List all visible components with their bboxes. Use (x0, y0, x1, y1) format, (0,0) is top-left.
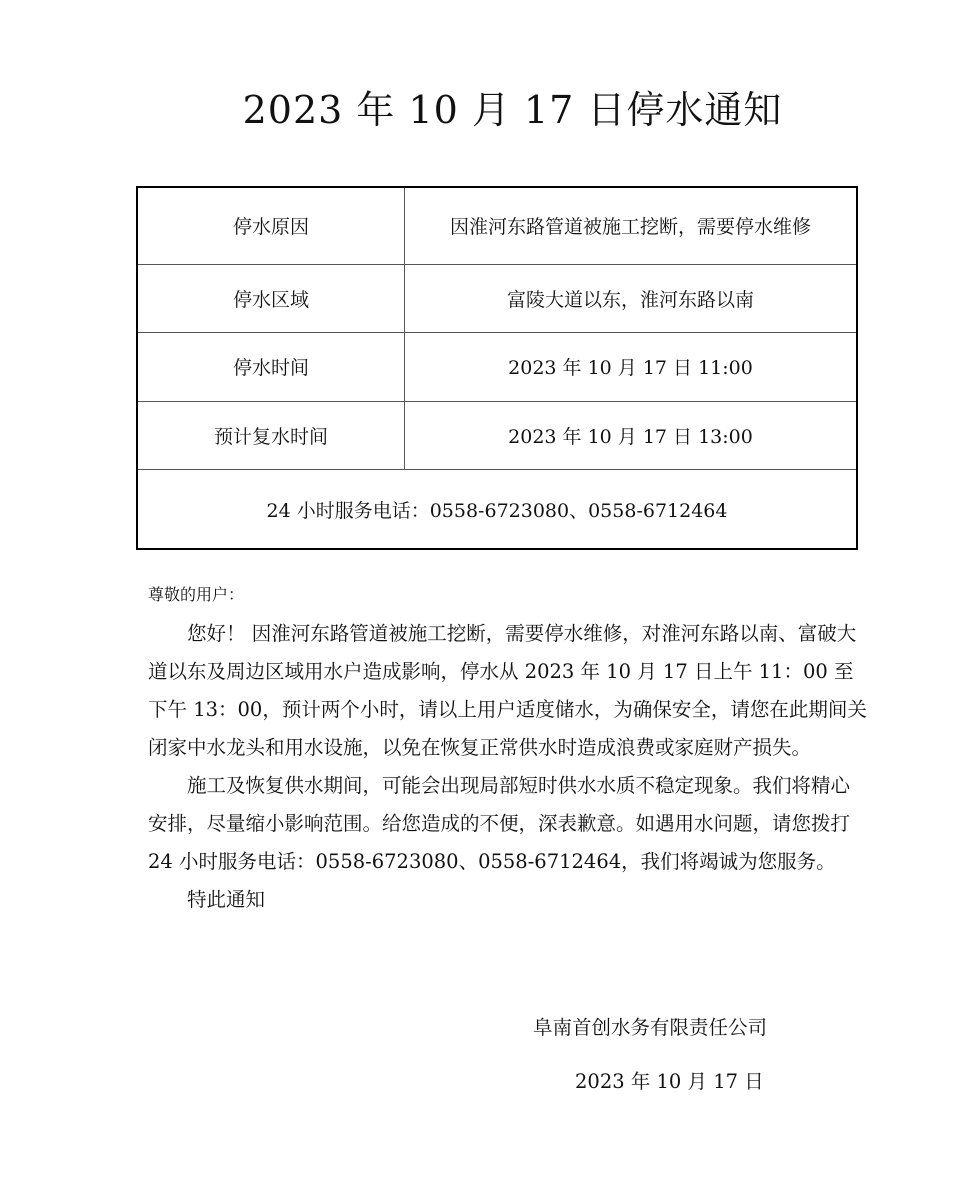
company-signature: 阜南首创水务有限责任公司 (533, 1016, 768, 1039)
table-row (137, 187, 857, 264)
outage-time-value: 2023 年 10 月 17 日 11:00 (405, 333, 858, 401)
reason-value: 因淮河东路管道被施工挖断，需要停水维修 (405, 187, 858, 264)
table-row (137, 264, 857, 332)
table-row (137, 401, 857, 469)
outage-info-table (136, 186, 858, 550)
restore-time-value: 2023 年 10 月 17 日 13:00 (405, 401, 858, 469)
letter-body (148, 615, 868, 919)
outage-time-label: 停水时间 (137, 333, 405, 401)
paragraph: 施工及恢复供水期间，可能会出现局部短时供水水质不稳定现象。我们将精心安排，尽量缩小影响范围。给您造成的不便，深表歉意。如遇用水问题，请您拨打 24 小时服务电话：0558-6723080、0558-6712464，我们将竭诚为您服务。 (148, 774, 851, 873)
notice-title: 2023 年 10 月 17 日停水通知 (242, 88, 783, 132)
reason-label: 停水原因 (137, 187, 405, 264)
area-value: 富陵大道以东，淮河东路以南 (405, 264, 858, 332)
paragraph: 您好！ 因淮河东路管道被施工挖断，需要停水维修，对淮河东路以南、富破大道以东及周边区域用水户造成影响，停水从 2023 年 10 月 17 日上午 11：00 至下午 13：00，预计两个小时，请以上用户适度储水，为确保安全，请您在此期间关闭家中水龙头和用水设施，以免在恢复正常供水时造成浪费或家庭财产损失。 (148, 622, 867, 759)
restore-time-label: 预计复水时间 (137, 401, 405, 469)
table-row (137, 470, 857, 549)
salutation: 尊敬的用户： (148, 585, 245, 604)
area-label: 停水区域 (137, 264, 405, 332)
closing-line: 特此通知 (187, 888, 266, 911)
table-row (137, 333, 857, 401)
signature-date: 2023 年 10 月 17 日 (575, 1070, 764, 1093)
hotline-text: 24 小时服务电话：0558-6723080、0558-6712464 (137, 470, 857, 549)
